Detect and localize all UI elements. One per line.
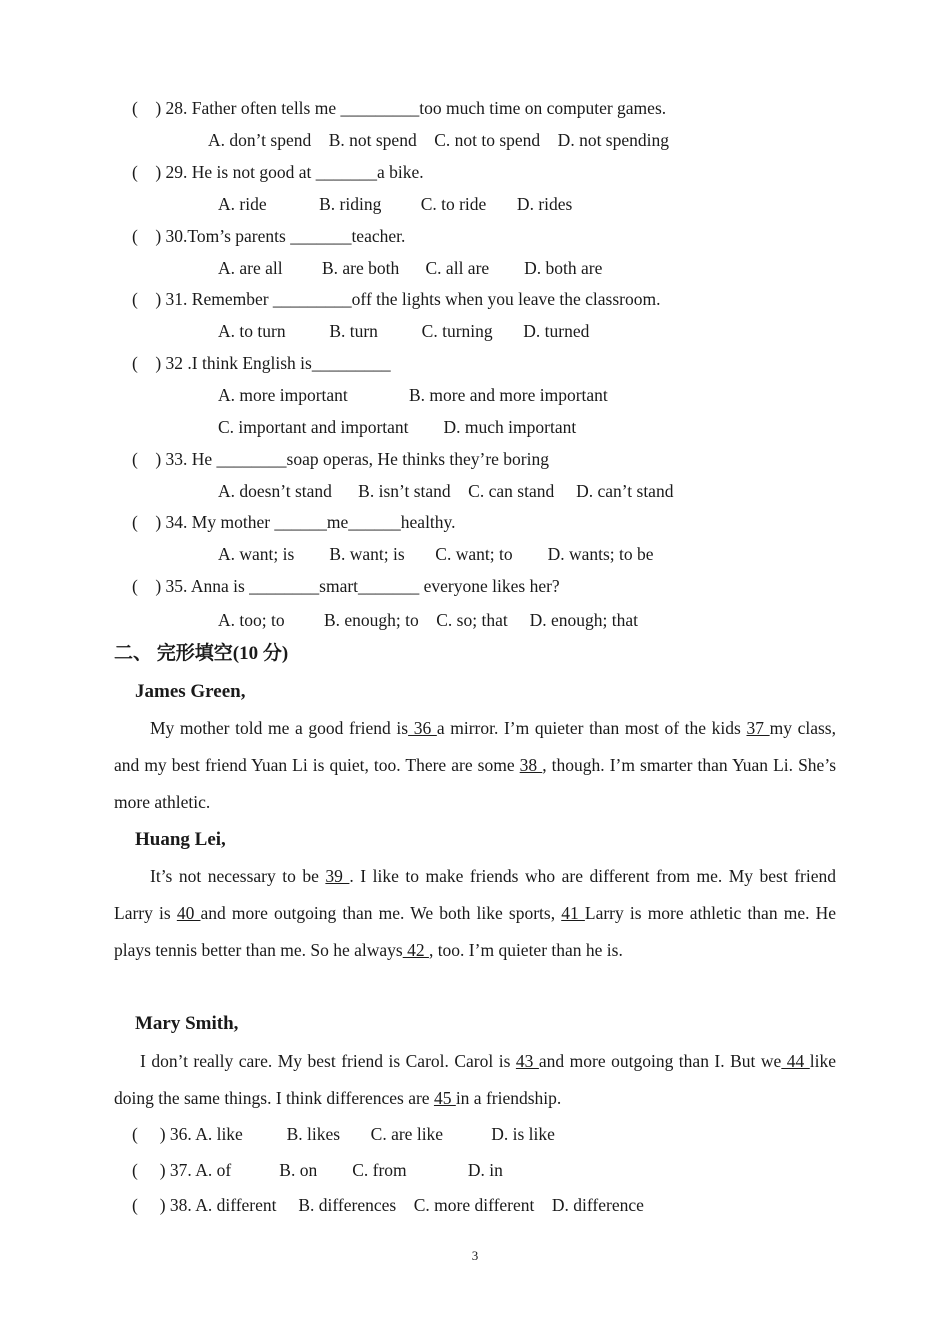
question-29: ( ) 29. He is not good at _______a bike. (132, 162, 424, 182)
letter-name-3: Mary Smith, (135, 1013, 239, 1034)
letter-body-1: My mother told me a good friend is 36 a mirror. I’m quieter than most of the kids 37 my class, and my best friend Yuan Li is quiet, too. There are some 38 , though. I’m smarter than Yuan Li. She’s more athletic. (114, 718, 836, 812)
blank-44: 44 (781, 1051, 810, 1071)
section-title: 二、 完形填空(10 分) (114, 643, 289, 664)
blank-37: 37 (746, 718, 770, 738)
question-28: ( ) 28. Father often tells me _________too much time on computer games. (132, 98, 667, 118)
letter-name-2: Huang Lei, (135, 829, 226, 850)
letter-body-3: I don’t really care. My best friend is Carol. Carol is 43 and more outgoing than I. But we 44 like doing the same things. I think differences are 45 in a friendship. (114, 1051, 837, 1108)
blank-41: 41 (561, 903, 585, 923)
blank-39: 39 (325, 866, 350, 886)
page-number: 3 (471, 1248, 479, 1263)
question-31: ( ) 31. Remember _________off the lights when you leave the classroom. (132, 289, 661, 309)
blank-38: 38 (519, 755, 543, 775)
cloze-option-37: ( ) 37. A. of B. on C. from D. in (132, 1160, 503, 1180)
options-28: A. don’t spend B. not spend C. not to spend D. not spending (208, 130, 669, 150)
options-32a: A. more important B. more and more important (218, 385, 608, 405)
blank-45: 45 (433, 1088, 456, 1108)
letter-body-2: It’s not necessary to be 39 . I like to make friends who are different from me. My best friend Larry is 40 and more outgoing than me. We both like sports, 41 Larry is more athletic than me. He plays tennis better than me. So he always 42 , too. I’m quieter than he is. (114, 866, 837, 960)
options-30: A. are all B. are both C. all are D. both are (218, 258, 603, 278)
letter-name-1: James Green, (135, 681, 246, 702)
options-35: A. too; to B. enough; to C. so; that D. enough; that (218, 610, 638, 630)
blank-42: 42 (402, 940, 429, 960)
options-32b: C. important and important D. much important (218, 417, 577, 437)
options-31: A. to turn B. turn C. turning D. turned (218, 321, 590, 341)
blank-40: 40 (176, 903, 201, 923)
blank-43: 43 (515, 1051, 539, 1071)
question-33: ( ) 33. He ________soap operas, He thinks they’re boring (132, 449, 549, 469)
question-30: ( ) 30.Tom’s parents _______teacher. (132, 226, 406, 246)
options-34: A. want; is B. want; is C. want; to D. wants; to be (218, 544, 654, 564)
question-34: ( ) 34. My mother ______me______healthy. (132, 512, 456, 532)
question-35: ( ) 35. Anna is ________smart_______ everyone likes her? (132, 576, 560, 596)
cloze-option-36: ( ) 36. A. like B. likes C. are like D. is like (132, 1124, 555, 1144)
blank-36: 36 (408, 718, 437, 738)
cloze-option-38: ( ) 38. A. different B. differences C. more different D. difference (132, 1195, 644, 1215)
question-32: ( ) 32 .I think English is_________ (132, 353, 391, 373)
options-33: A. doesn’t stand B. isn’t stand C. can stand D. can’t stand (218, 481, 674, 501)
options-29: A. ride B. riding C. to ride D. rides (218, 194, 573, 214)
